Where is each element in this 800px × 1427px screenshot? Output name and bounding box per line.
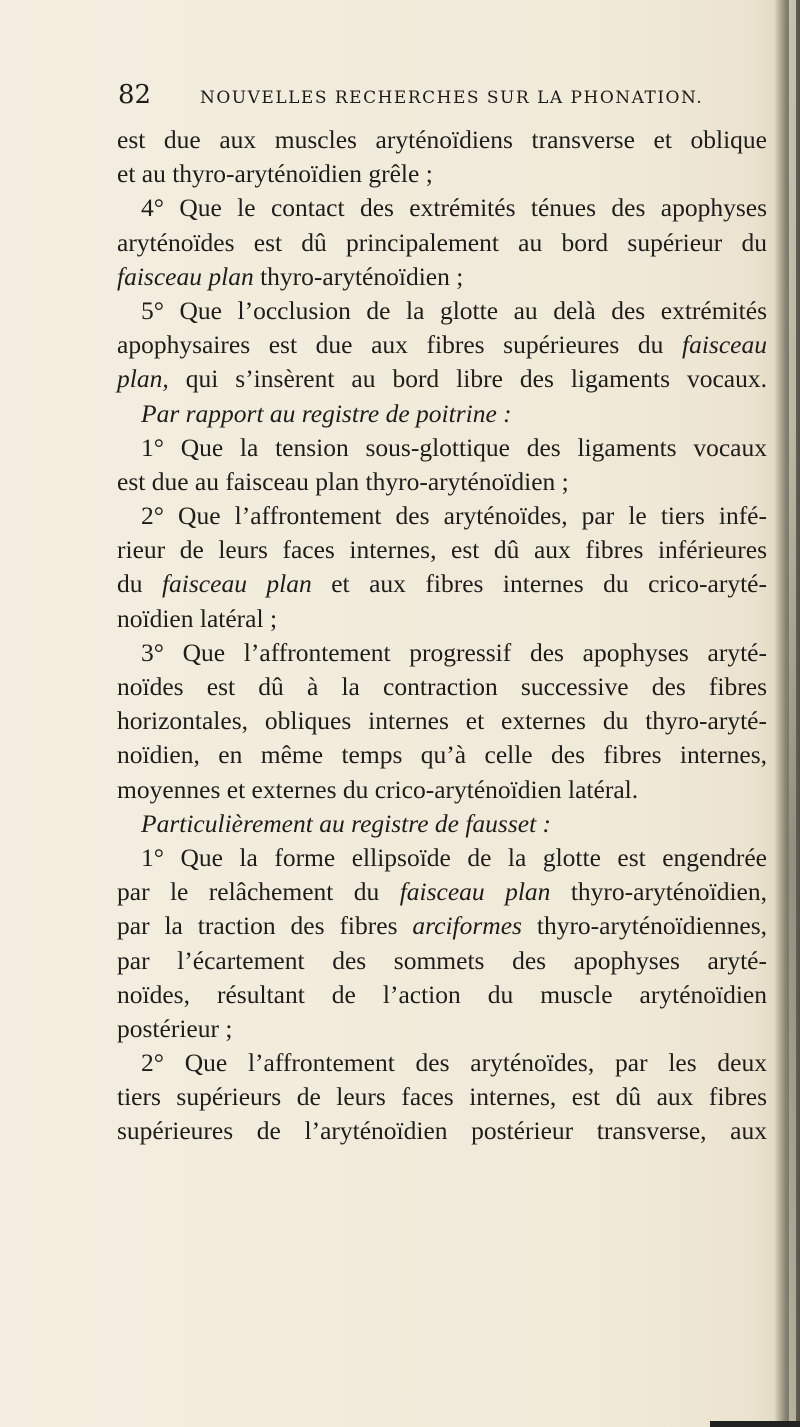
text-line: faisceau plan thyro-aryténoïdien ; (117, 261, 464, 291)
section-subheading: Particulièrement au registre de fausset : (141, 808, 552, 838)
text-line: 2° Que l’affrontement des aryténoïdes, par les deux (141, 1048, 767, 1078)
text-line: noïdes est dû à la contraction successive des fibres (117, 672, 767, 701)
text-line: horizontales, obliques internes et externes du thyro-aryté- (117, 706, 767, 736)
text-line: est due aux muscles aryténoïdiens transverse et oblique (117, 125, 767, 154)
page-edge-highlight (789, 0, 796, 1427)
text-line: 1° Que la tension sous-glottique des ligaments vocaux (141, 432, 767, 462)
text-line: par la traction des fibres arciformes thyro-aryténoïdiennes, (117, 911, 767, 941)
text-line: 4° Que le contact des extrémités ténues des apophyses (141, 193, 767, 223)
running-title: NOUVELLES RECHERCHES SUR LA PHONATION. (200, 88, 704, 108)
text-line: aryténoïdes est dû principalement au bord supérieur du (117, 227, 767, 257)
text-line: 5° Que l’occlusion de la glotte au delà des extrémités (141, 295, 767, 325)
text-line: par l’écartement des sommets des apophyses aryté- (117, 945, 767, 975)
text-line: supérieures de l’aryténoïdien postérieur transverse, aux (117, 1116, 767, 1146)
text-line: noïdien latéral ; (117, 603, 278, 633)
text-line: noïdien, en même temps qu’à celle des fibres internes, (117, 740, 767, 770)
text-line: tiers supérieurs de leurs faces internes, est dû aux fibres (117, 1082, 767, 1112)
text-line: 3° Que l’affrontement progressif des apophyses aryté- (141, 637, 767, 667)
text-line: apophysaires est due aux fibres supérieures du faisceau (117, 330, 767, 360)
text-line: plan, qui s’insèrent au bord libre des ligaments vocaux. (117, 364, 767, 394)
text-line: 2° Que l’affrontement des aryténoïdes, par le tiers infé- (141, 501, 767, 531)
text-line: par le relâchement du faisceau plan thyro-aryténoïdien, (117, 877, 767, 907)
text-line: moyennes et externes du crico-aryténoïdien latéral. (117, 774, 639, 804)
body-text (117, 123, 767, 1149)
scan-edge-mark (710, 1421, 800, 1427)
page-gutter-shadow (774, 0, 800, 1427)
text-line: postérieur ; (117, 1013, 233, 1043)
page-number: 82 (118, 80, 152, 110)
text-line: du faisceau plan et aux fibres internes du crico-aryté- (117, 569, 767, 599)
page-header (118, 80, 738, 120)
text-line: 1° Que la forme ellipsoïde de la glotte est engendrée (141, 842, 767, 872)
text-line: est due au faisceau plan thyro-aryténoïdien ; (117, 466, 569, 496)
text-line: rieur de leurs faces internes, est dû aux fibres inférieures (117, 535, 767, 565)
section-subheading: Par rapport au registre de poitrine : (141, 398, 512, 428)
text-line: noïdes, résultant de l’action du muscle aryténoïdien (117, 979, 767, 1009)
text-line: et au thyro-aryténoïdien grêle ; (117, 159, 433, 189)
